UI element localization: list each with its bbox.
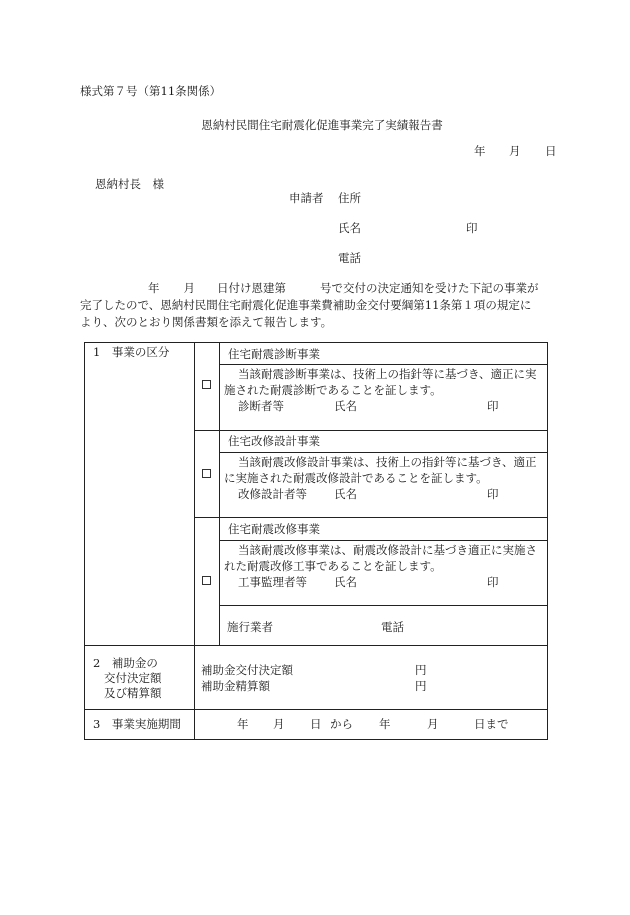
period-from: から	[330, 717, 353, 731]
period-start-year: 年	[237, 717, 249, 731]
grant-decision-amount-unit: 円	[415, 663, 427, 677]
applicant-label: 申請者	[289, 191, 324, 205]
section-2-label-line-2: 交付決定額	[104, 671, 162, 685]
checkbox-seismic-diagnosis[interactable]	[202, 380, 211, 389]
item-1-line-2: 施された耐震診断であることを証します。	[224, 383, 442, 397]
item-3-name-label: 氏名	[334, 575, 357, 589]
item-2-seal: 印	[487, 487, 499, 501]
item-1-role: 診断者等	[238, 399, 284, 413]
item-2-line-2: に実施された耐震改修設計であることを証します。	[224, 471, 488, 485]
period-start-day: 日	[310, 717, 322, 731]
applicant-address-label: 住所	[338, 191, 361, 205]
date-day: 日	[545, 144, 557, 158]
applicant-name-label: 氏名	[338, 221, 361, 235]
applicant-phone-label: 電話	[338, 251, 361, 265]
section-2-label-line-3: 及び精算額	[104, 686, 162, 700]
item-2-role: 改修設計者等	[238, 487, 307, 501]
item-3-seal: 印	[487, 575, 499, 589]
section-2-label-line-1: 2 補助金の	[93, 656, 158, 670]
item-1-seal: 印	[487, 399, 499, 413]
item-1-line-1: 当該耐震診断事業は、技術上の指針等に基づき、適正に実	[238, 367, 537, 381]
contractor-phone-label: 電話	[381, 620, 404, 634]
section-1-label: 1 事業の区分	[93, 345, 170, 359]
date-year: 年	[474, 144, 486, 158]
checkbox-renovation-design[interactable]	[202, 469, 211, 478]
item-1-name-label: 氏名	[334, 399, 357, 413]
item-3-title: 住宅耐震改修事業	[228, 522, 320, 536]
item-3-line-1: 当該耐震改修事業は、耐震改修設計に基づき適正に実施さ	[238, 543, 537, 557]
grant-decision-amount-label: 補助金交付決定額	[201, 663, 293, 677]
document-title: 恩納村民間住宅耐震化促進事業完了実績報告書	[201, 118, 443, 132]
form-number: 様式第７号（第11条関係）	[80, 84, 222, 98]
item-3-line-2: れた耐震改修工事であることを証します。	[224, 559, 442, 573]
table-checkbox-divider	[219, 342, 220, 645]
contractor-label: 施行業者	[227, 620, 273, 634]
item-1-title: 住宅耐震診断事業	[228, 347, 320, 361]
period-end-day: 日まで	[474, 717, 509, 731]
addressee: 恩納村長 様	[95, 177, 164, 191]
table-col-divider	[194, 342, 195, 740]
date-month: 月	[509, 144, 521, 158]
item-3-role: 工事監理者等	[238, 575, 307, 589]
applicant-seal: 印	[466, 221, 478, 235]
section-3-label: 3 事業実施期間	[93, 717, 181, 731]
period-end-year: 年	[379, 717, 391, 731]
statement-line-1: 年 月 日付け恩建第 号で交付の決定通知を受けた下記の事業が	[148, 281, 539, 295]
item-2-name-label: 氏名	[334, 487, 357, 501]
period-end-month: 月	[427, 717, 439, 731]
statement-line-3: より、次のとおり関係書類を添えて報告します。	[80, 315, 333, 329]
period-start-month: 月	[273, 717, 285, 731]
checkbox-seismic-retrofit[interactable]	[202, 576, 211, 585]
item-2-title: 住宅改修設計事業	[228, 434, 320, 448]
item-2-line-1: 当該耐震改修設計事業は、技術上の指針等に基づき、適正	[238, 455, 537, 469]
grant-settlement-amount-label: 補助金精算額	[201, 679, 270, 693]
grant-settlement-amount-unit: 円	[415, 679, 427, 693]
report-statement	[80, 280, 558, 331]
statement-line-2: 完了したので、恩納村民間住宅耐震化促進事業費補助金交付要綱第11条第１項の規定に	[80, 298, 532, 312]
